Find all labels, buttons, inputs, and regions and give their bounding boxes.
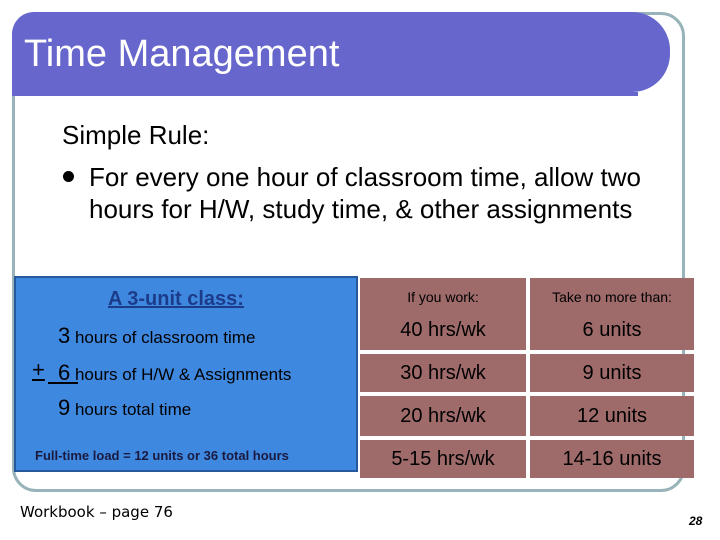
calc-text: hours of classroom time	[70, 328, 256, 347]
calc-text: hours total time	[70, 400, 192, 419]
table-cell-units: 6 units	[530, 310, 694, 350]
class-box-title: A 3-unit class:	[108, 288, 244, 310]
rule-heading: Simple Rule:	[62, 120, 210, 150]
calc-line-total	[58, 395, 191, 421]
calc-text: hours of H/W & Assignments	[70, 365, 292, 384]
calc-number: 6	[58, 360, 71, 385]
bullet-dot-icon	[63, 171, 74, 182]
table-cell-units: 14-16 units	[530, 440, 694, 478]
calc-number: 3	[58, 323, 71, 348]
title-underline	[12, 92, 638, 96]
table-cell-hours: 40 hrs/wk	[360, 310, 526, 350]
table-header-work: If you work:	[360, 278, 526, 316]
page-number: 28	[689, 514, 703, 528]
table-cell-hours: 30 hrs/wk	[360, 354, 526, 392]
table-cell-units: 9 units	[530, 354, 694, 392]
table-header-units: Take no more than:	[530, 278, 694, 316]
plus-sign: +	[32, 357, 45, 382]
slide-title: Time Management	[24, 33, 340, 75]
calc-number: 9	[58, 395, 71, 420]
table-cell-hours: 20 hrs/wk	[360, 396, 526, 436]
fulltime-load-note: Full-time load = 12 units or 36 total hours	[35, 448, 289, 463]
table-cell-hours: 5-15 hrs/wk	[360, 440, 526, 478]
calc-line-homework	[58, 360, 291, 386]
calc-line-classroom	[58, 323, 255, 349]
workbook-reference: Workbook – page 76	[20, 503, 173, 521]
rule-bullet-text: For every one hour of classroom time, allow two hours for H/W, study time, & other assignments	[89, 162, 641, 224]
table-cell-units: 12 units	[530, 396, 694, 436]
